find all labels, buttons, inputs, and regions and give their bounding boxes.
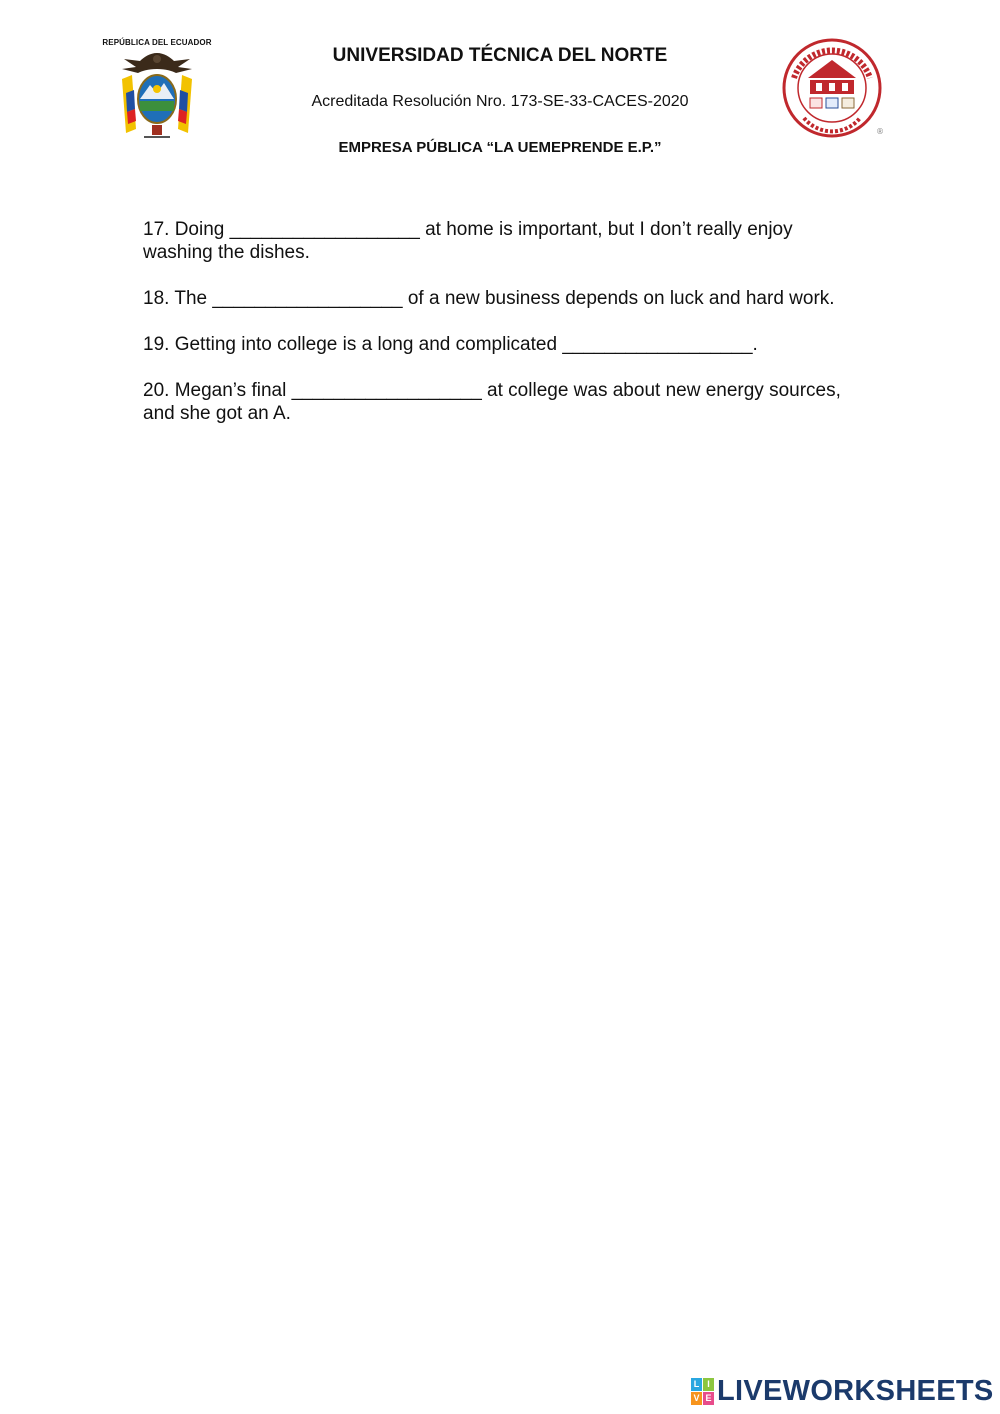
utn-seal-icon [778,38,888,138]
question-17: 17. Doing __________________ at home is important, but I don’t really enjoy washing the dishes. [143,219,793,263]
logo-letter-i: I [703,1378,714,1391]
liveworksheets-logo-icon [691,1378,713,1404]
accreditation-line: Acreditada Resolución Nro. 173-SE-33-CACES-2020 [311,93,689,110]
utn-seal [778,38,888,138]
question-19: 19. Getting into college is a long and complicated __________________. [143,334,758,355]
question-18: 18. The __________________ of a new business depends on luck and hard work. [143,288,835,309]
logo-letter-v: V [691,1392,702,1405]
brand-name: LIVEWORKSHEETS [717,1374,994,1407]
question-20: 20. Megan’s final __________________ at college was about new energy sources, and she got an A. [143,380,841,424]
svg-text:®: ® [876,127,884,136]
fill-in-the-blank-questions [143,218,843,448]
company-name: EMPRESA PÚBLICA “LA UEMEPRENDE E.P.” [338,139,662,156]
logo-letter-e: E [703,1392,714,1405]
ecuador-coat-of-arms [96,38,218,141]
country-caption: REPÚBLICA DEL ECUADOR [102,38,212,47]
logo-letter-l: L [691,1378,702,1391]
university-name: UNIVERSIDAD TÉCNICA DEL NORTE [332,45,668,66]
liveworksheets-brand [691,1374,994,1408]
coat-of-arms-icon [114,49,200,141]
